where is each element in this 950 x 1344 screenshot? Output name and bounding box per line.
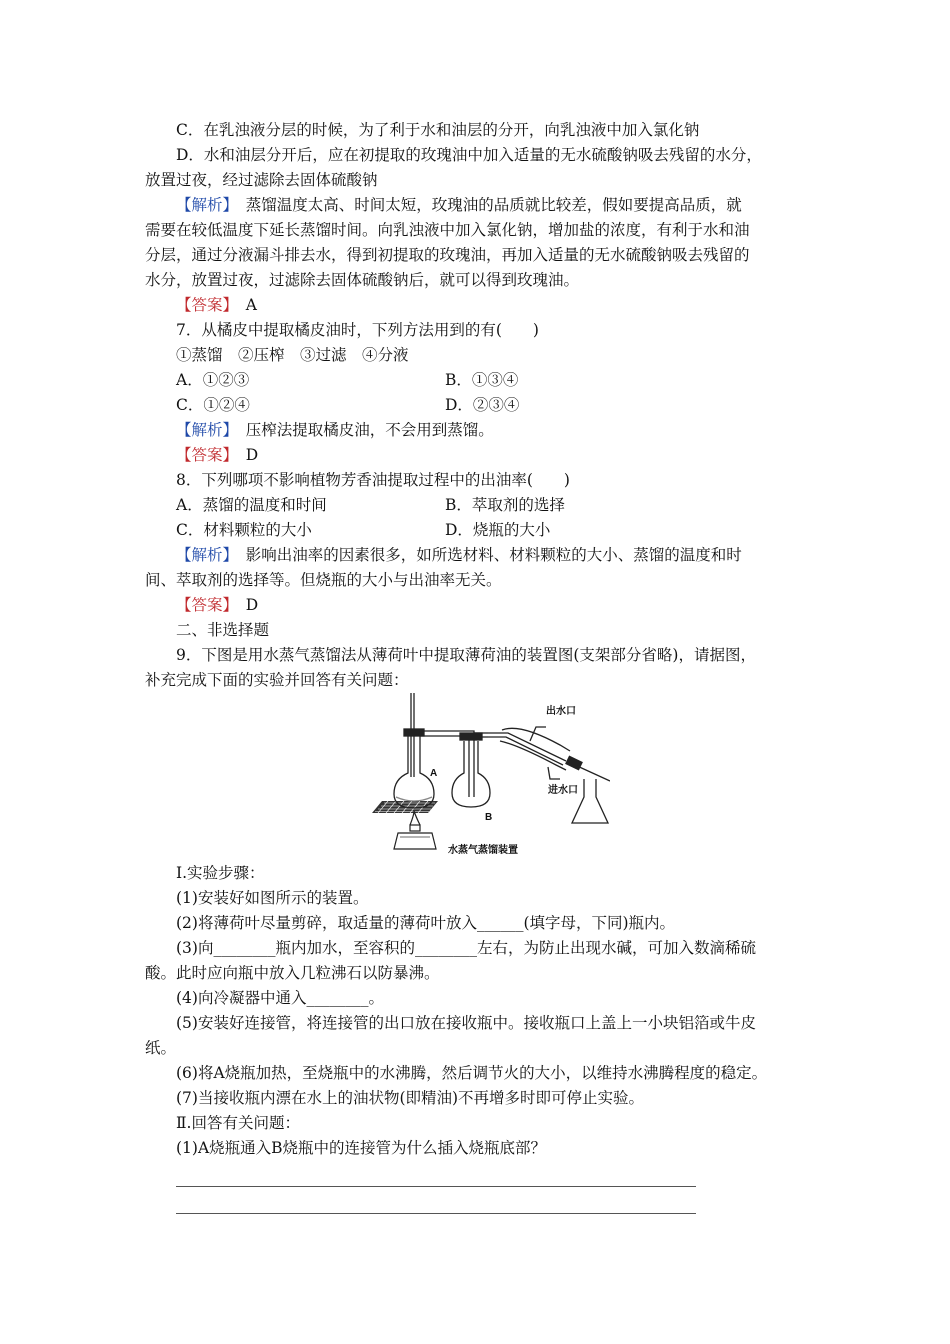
alcohol-burner [394,811,436,849]
q8-options-row-1 [145,493,815,518]
label-outlet: 出水口 [546,706,576,717]
q7-option-a: A．①②③ [176,371,250,389]
answer-tag: 【答案】 [176,446,231,464]
explanation-text: 压榨法提取橘皮油，不会用到蒸馏。 [230,421,494,439]
q6-option-c: C．在乳浊液分层的时候，为了利于水和油层的分开，向乳浊液中加入氯化钠 [176,121,700,139]
q9-stem: 9．下图是用水蒸气蒸馏法从薄荷叶中提取薄荷油的装置图(支架部分省略)，请据图， [176,646,756,664]
figure-caption: 水蒸气蒸馏装置 [448,845,518,856]
answer-value: A [230,296,257,314]
part1-title: Ⅰ.实验步骤： [176,864,265,882]
explanation-text: 影响出油率的因素很多，如所选材料、材料颗粒的大小、蒸馏的温度和时 [230,546,742,564]
answer-value: D [230,596,259,614]
q6-option-d: D．水和油层分开后，应在初提取的玫瑰油中加入适量的无水硫酸钠吸去残留的水分， [176,146,762,164]
q8-explanation-line-2: 间、萃取剂的选择等。但烧瓶的大小与出油率无关。 [145,571,502,589]
step-6: (6)将A烧瓶加热，至烧瓶中的水沸腾，然后调节火的大小，以维持水沸腾程度的稳定。 [176,1064,768,1082]
q7-explanation [145,418,815,443]
part2-title: Ⅱ.回答有关问题： [176,1114,300,1132]
step-1: (1)安装好如图所示的装置。 [176,889,369,907]
explanation-tag: 【解析】 [176,196,231,214]
label-a: A [430,768,438,779]
label-b: B [485,812,493,823]
step-4: (4)向冷凝器中通入________。 [176,989,384,1007]
step-3-cont: 酸。此时应向瓶中放入几粒沸石以防暴沸。 [145,964,440,982]
q7-option-c: C．①②④ [176,396,250,414]
answer-tag: 【答案】 [176,596,231,614]
q7-option-b: B．①③④ [445,371,519,389]
label-inlet: 进水口 [548,785,578,796]
q6-explanation-line-4: 水分，放置过夜，过滤除去固体硫酸钠后，就可以得到玫瑰油。 [145,271,580,289]
step-5-cont: 纸。 [145,1039,177,1057]
answer-value: D [230,446,259,464]
distillation-apparatus-figure [145,693,815,861]
explanation-tag: 【解析】 [176,546,231,564]
step-7: (7)当接收瓶内漂在水上的油状物(即精油)不再增多时即可停止实验。 [176,1089,645,1107]
step-3: (3)向________瓶内加水，至容积的________左右，为防止出现水碱，可加入数滴稀硫 [176,939,756,957]
document-body [145,118,815,1215]
q7-stem: 7．从橘皮中提取橘皮油时，下列方法用到的有( ) [176,321,539,339]
q8-answer [145,593,815,618]
apparatus-diagram [370,693,610,859]
condenser [488,727,610,781]
q7-options-row-2 [145,393,815,418]
q7-answer [145,443,815,468]
q6-option-d-cont: 放置过夜，经过滤除去固体硫酸钠 [145,171,378,189]
q8-option-a: A．蒸馏的温度和时间 [176,496,327,514]
flask-b [452,733,490,807]
flask-a [394,693,434,808]
q7-option-d: D．②③④ [445,396,520,414]
connecting-tube [420,731,474,797]
q9-stem-cont: 补充完成下面的实验并回答有关问题： [145,671,409,689]
q6-explanation [145,193,815,218]
answer-line [176,1161,696,1187]
q7-methods: ①蒸馏 ②压榨 ③过滤 ④分液 [176,346,409,364]
question-1: (1)A烧瓶通入B烧瓶中的连接管为什么插入烧瓶底部？ [176,1139,547,1157]
explanation-tag: 【解析】 [176,421,231,439]
explanation-text: 蒸馏温度太高、时间太短，玫瑰油的品质就比较差，假如要提高品质，就 [230,196,742,214]
step-2: (2)将薄荷叶尽量剪碎，取适量的薄荷叶放入______(填字母，下同)瓶内。 [176,914,676,932]
section-heading: 二、非选择题 [176,621,270,639]
answer-line [176,1188,696,1214]
q8-option-c: C．材料颗粒的大小 [176,521,312,539]
q8-option-b: B．萃取剂的选择 [445,496,565,514]
q6-explanation-line-3: 分层，通过分液漏斗排去水，得到初提取的玫瑰油，再加入适量的无水硫酸钠吸去残留的 [145,246,750,264]
q8-stem: 8．下列哪项不影响植物芳香油提取过程中的出油率( ) [176,471,570,489]
q8-options-row-2 [145,518,815,543]
q7-options-row-1 [145,368,815,393]
q8-option-d: D．烧瓶的大小 [445,521,551,539]
answer-tag: 【答案】 [176,296,231,314]
q6-answer [145,293,815,318]
step-5: (5)安装好连接管，将连接管的出口放在接收瓶中。接收瓶口上盖上一小块铝箔或牛皮 [176,1014,756,1032]
q8-explanation [145,543,815,568]
q6-explanation-line-2: 需要在较低温度下延长蒸馏时间。向乳浊液中加入氯化钠，增加盐的浓度，有利于水和油 [145,221,750,239]
